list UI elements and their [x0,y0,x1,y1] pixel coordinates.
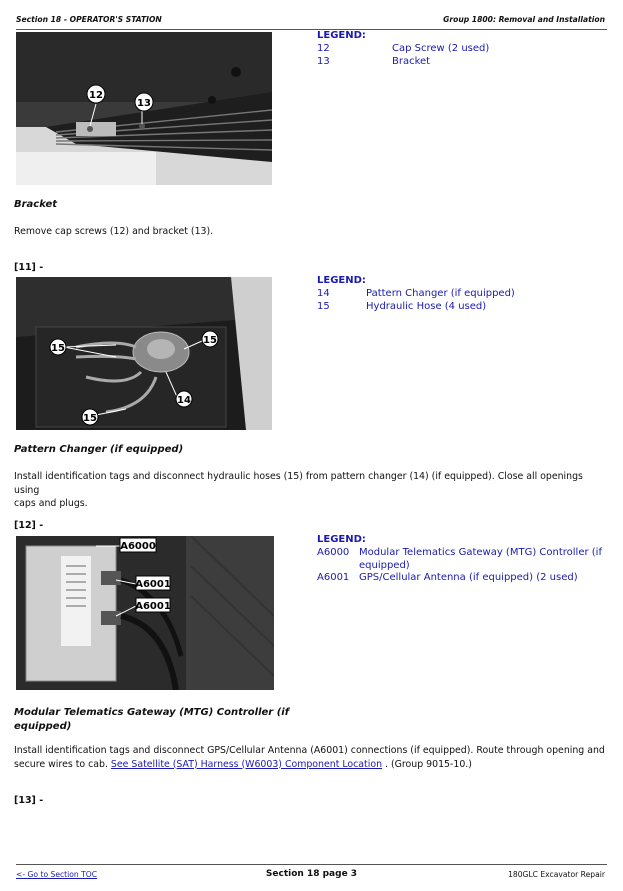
svg-text:13: 13 [137,98,151,109]
legend-bracket [317,30,597,68]
legend-row: 14 Pattern Changer (if equipped) [317,288,515,299]
caption-mtg: Modular Telematics Gateway (MTG) Controller (if equipped) [14,707,290,732]
legend-row: 15 Hydraulic Hose (4 used) [317,300,487,312]
callout-13 [135,93,153,111]
caption-bracket: Bracket [14,199,58,210]
legend-row: A6001 GPS/Cellular Antenna (if equipped) (2 used) [317,572,578,583]
harness-location-link[interactable]: See Satellite (SAT) Harness (W6003) Component Location [110,758,383,770]
pattern-changer-photo [16,277,272,430]
mtg-controller-photo [16,536,274,690]
page-number: Section 18 page 3 [265,869,358,879]
callout-14 [176,391,192,407]
instruction-mtg: Install identification tags and disconnect GPS/Cellular Antenna (A6001) connections (if equipped). Route through opening and secure wires to cab. See Satellite (SAT) Harness (W6003) Component Location . (Group 9015-10.) [14,745,605,770]
bracket-photo [16,32,272,185]
step-12: [12] - [14,520,44,531]
caption-pattern-changer: Pattern Changer (if equipped) [14,444,184,455]
step-13: [13] - [14,795,44,806]
section-title: Section 18 - OPERATOR'S STATION [16,15,162,24]
svg-text:14: 14 [177,395,191,406]
step-11: [11] - [14,262,44,273]
svg-text:A6000: A6000 [120,541,156,552]
legend-row: A6000 Modular Telematics Gateway (MTG) Controller (if equipped) [317,547,602,571]
callout-15 [82,409,98,425]
instruction-pattern-changer: Install identification tags and disconnect hydraulic hoses (15) from pattern changer (14) (if equipped). Close all openings using caps and plugs. [14,471,583,509]
svg-text:A6001: A6001 [135,601,171,612]
page-header [16,13,607,30]
svg-text:A6001: A6001 [135,579,171,590]
group-title: Group 1800: Removal and Installation [443,15,605,24]
legend-row: 12 Cap Screw (2 used) [317,43,490,54]
svg-text:15: 15 [51,343,65,354]
legend-row: 13 Bracket [317,55,431,67]
legend-title: LEGEND: [317,534,366,545]
svg-text:15: 15 [203,335,217,346]
document-title: 180GLC Excavator Repair [508,870,605,879]
legend-pattern-changer [317,275,597,313]
legend-mtg [317,534,602,585]
callout-a6001 [135,576,171,590]
page-footer [16,864,607,883]
legend-title: LEGEND: [317,30,366,41]
callout-15 [50,339,66,355]
svg-text:12: 12 [89,90,103,101]
callout-12 [87,85,105,103]
svg-text:15: 15 [83,413,97,424]
callout-a6000 [120,538,156,552]
instruction-bracket: Remove cap screws (12) and bracket (13). [14,226,214,237]
callout-15 [202,331,218,347]
section-toc-link[interactable]: <- Go to Section TOC [16,870,98,879]
legend-title: LEGEND: [317,275,366,286]
callout-a6001 [135,598,171,612]
